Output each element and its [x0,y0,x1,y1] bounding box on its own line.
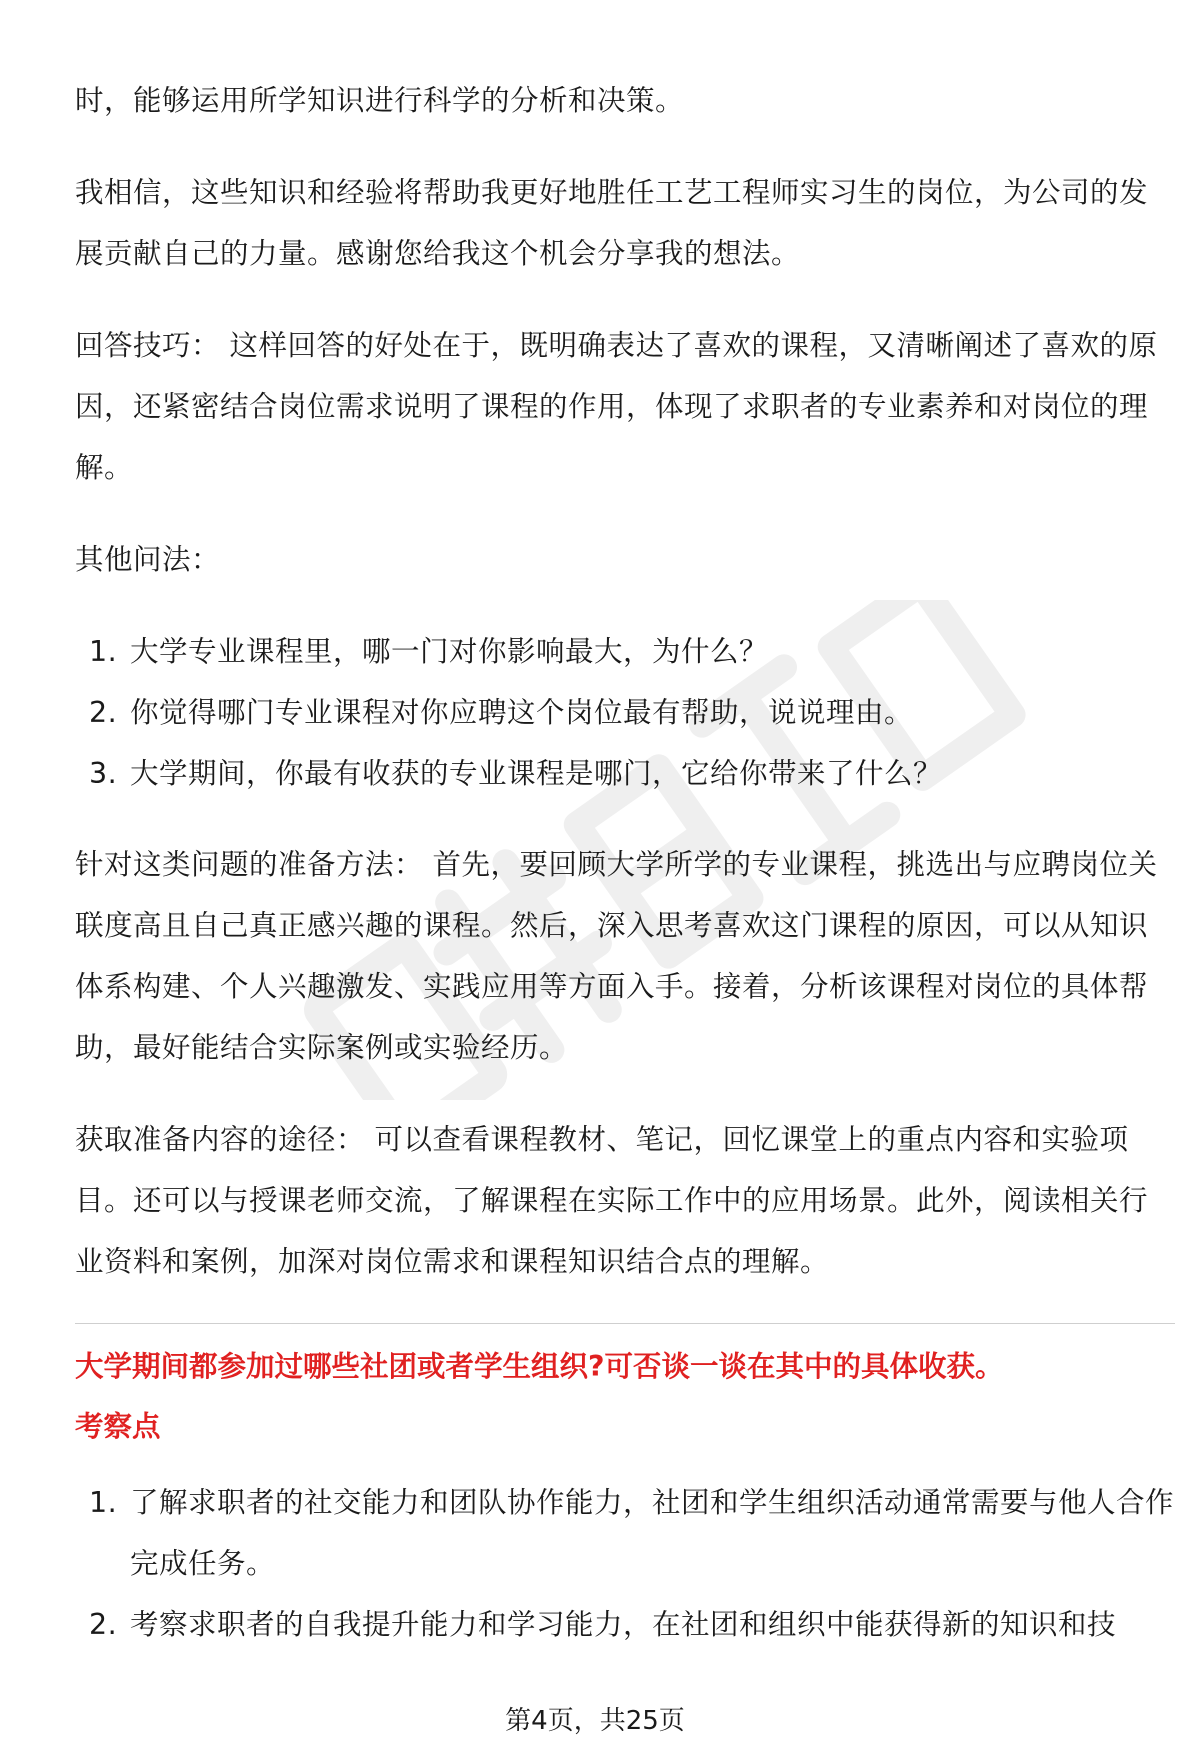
paragraph-answer-tip: 回答技巧： 这样回答的好处在于，既明确表达了喜欢的课程，又清晰阐述了喜欢的原因，还紧密结合岗位需求说明了课程的作用，体现了求职者的专业素养和对岗位的理解。 [75,329,1158,484]
question-title: 大学期间都参加过哪些社团或者学生组织?可否谈一谈在其中的具体收获。 [75,1350,1004,1383]
list-item-text: 考察求职者的自我提升能力和学习能力，在社团和组织中能获得新的知识和技 [130,1608,1117,1641]
paragraph-other-questions-heading: 其他问法： [75,543,221,576]
list-item-text: 你觉得哪门专业课程对你应聘这个岗位最有帮助，说说理由。 [130,696,914,729]
list-number: 2. [89,1608,118,1641]
list-item [75,743,1175,804]
list-number: 1. [89,635,118,668]
list-number: 1. [89,1486,118,1519]
list-number: 2. [89,696,118,729]
list-item-text: 大学专业课程里，哪一门对你影响最大，为什么？ [130,635,769,668]
paragraph-closing: 我相信，这些知识和经验将帮助我更好地胜任工艺工程师实习生的岗位，为公司的发展贡献自己的力量。感谢您给我这个机会分享我的想法。 [75,176,1149,270]
list-number: 3. [89,757,118,790]
question-subtitle: 考察点 [75,1410,161,1443]
list-item [75,621,1175,682]
section-divider [75,1323,1175,1324]
page-footer: 第4页，共25页 [505,1706,685,1736]
paragraph-preparation-sources: 获取准备内容的途径： 可以查看课程教材、笔记，回忆课堂上的重点内容和实验项目。还可以与授课老师交流，了解课程在实际工作中的应用场景。此外，阅读相关行业资料和案例，加深对岗位需求和课程知识结合点的理解。 [75,1123,1149,1278]
other-questions-list [75,621,1175,804]
list-item [75,682,1175,743]
list-item-text: 大学期间，你最有收获的专业课程是哪门，它给你带来了什么？ [130,757,943,790]
list-item-text: 了解求职者的社交能力和团队协作能力，社团和学生组织活动通常需要与他人合作完成任务。 [130,1486,1175,1580]
list-item [75,1472,1175,1594]
main-content [75,70,1175,1655]
paragraph-continuation: 时，能够运用所学知识进行科学的分析和决策。 [75,84,685,117]
list-item [75,1594,1175,1655]
assessment-points-list [75,1472,1175,1655]
paragraph-preparation-method: 针对这类问题的准备方法： 首先，要回顾大学所学的专业课程，挑选出与应聘岗位关联度高且自己真正感兴趣的课程。然后，深入思考喜欢这门课程的原因，可以从知识体系构建、个人兴趣激发、实践应用等方面入手。接着，分析该课程对岗位的具体帮助，最好能结合实际案例或实验经历。 [75,848,1158,1064]
